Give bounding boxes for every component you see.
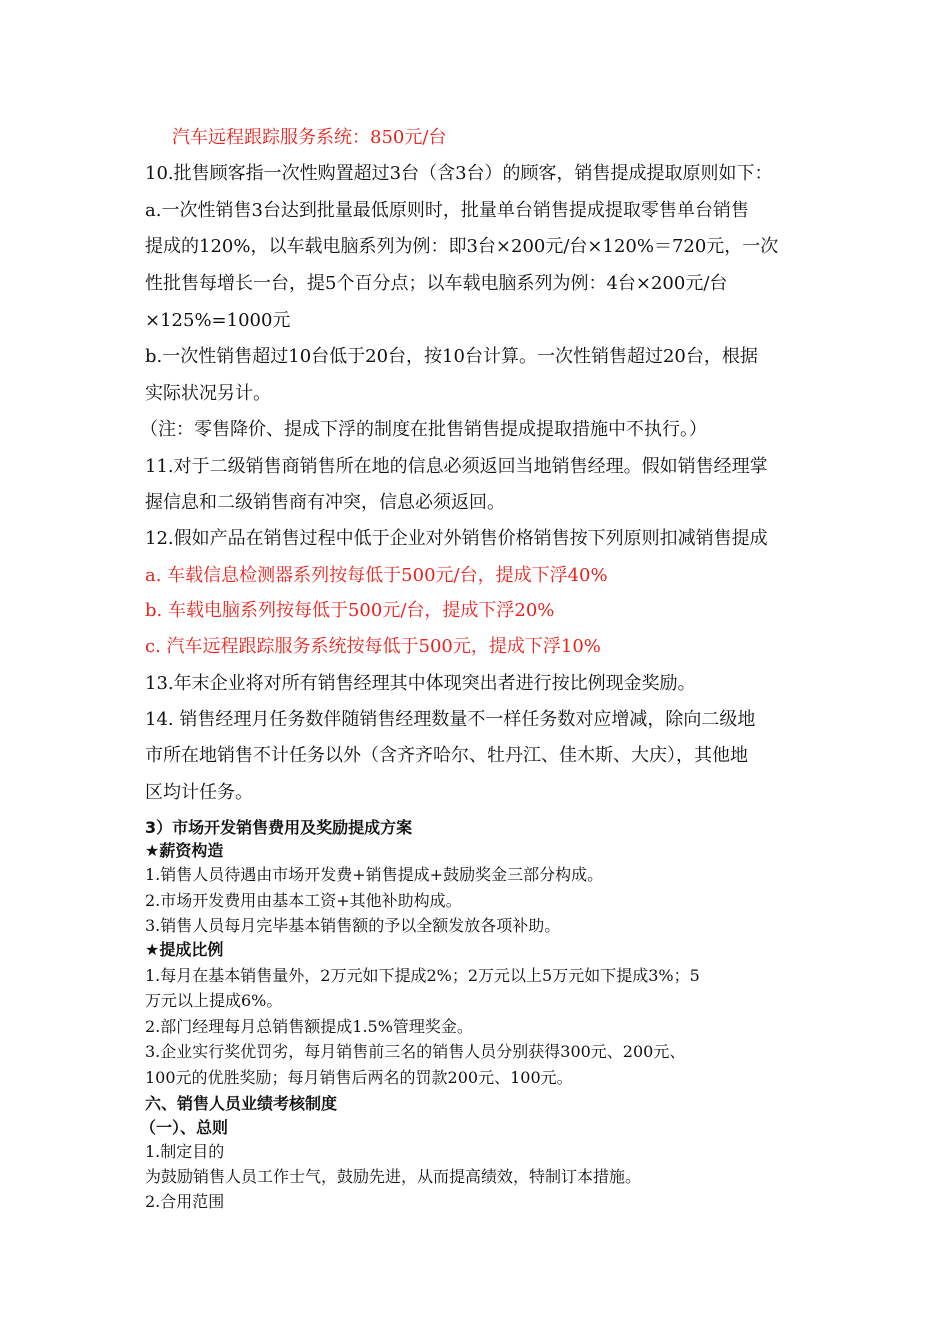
rule-12c-red: c. 汽车远程跟踪服务系统按每低于500元，提成下浮10% [145, 636, 601, 657]
commission-item-1-line-2: 万元以上提成6%。 [145, 991, 283, 1010]
purpose-text: 为鼓励销售人员工作士气，鼓励先进，从而提高绩效，特制订本措施。 [145, 1167, 642, 1186]
commission-item-2: 2.部门经理每月总销售额提成1.5%管理奖金。 [145, 1017, 473, 1036]
rule-10a-line-1: a.一次性销售3台达到批量最低原则时，批量单台销售提成提取零售单台销售 [145, 200, 749, 221]
rule-13-line: 13.年末企业将对所有销售经理其中体现突出者进行按比例现金奖励。 [145, 673, 696, 694]
salary-item-1: 1.销售人员待遇由市场开发费+销售提成+鼓励奖金三部分构成。 [145, 865, 604, 884]
commission-item-1-line-1: 1.每月在基本销售量外，2万元如下提成2%；2万元以上5万元如下提成3%；5 [145, 966, 700, 985]
rule-11-line-2: 握信息和二级销售商有冲突，信息必须返回。 [145, 492, 505, 513]
rule-14-line-3: 区均计任务。 [145, 782, 253, 803]
red-line-tracking-price: 汽车远程跟踪服务系统：850元/台 [172, 127, 447, 148]
rule-12b-red: b. 车载电脑系列按每低于500元/台，提成下浮20% [145, 600, 555, 621]
rule-10a-line-4: ×125%=1000元 [145, 310, 291, 331]
section-heading-3: 3）市场开发销售费用及奖励提成方案 [145, 818, 413, 837]
commission-item-3-line-2: 100元的优胜奖励；每月销售后两名的罚款200元、100元。 [145, 1068, 573, 1087]
rule-10b-line-2: 实际状况另计。 [145, 383, 271, 404]
salary-structure-heading: ★薪资构造 [145, 841, 224, 860]
rule-10a-line-3: 性批售每增长一台，提5个百分点；以车载电脑系列为例：4台×200元/台 [145, 273, 728, 294]
section-heading-6: 六、销售人员业绩考核制度 [145, 1094, 338, 1113]
rule-14-line-1: 14. 销售经理月任务数伴随销售经理数量不一样任务数对应增减，除向二级地 [145, 709, 756, 730]
rule-10-line-1: 10.批售顾客指一次性购置超过3台（含3台）的顾客，销售提成提取原则如下： [145, 163, 773, 184]
rule-12a-red: a. 车载信息检测器系列按每低于500元/台，提成下浮40% [145, 565, 608, 586]
general-rules-heading: （一）、总则 [140, 1118, 229, 1137]
salary-item-3: 3.销售人员每月完毕基本销售额的予以全额发放各项补助。 [145, 916, 561, 935]
rule-10b-line-1: b.一次性销售超过10台低于20台，按10台计算。一次性销售超过20台，根据 [145, 346, 758, 367]
rule-10a-line-2: 提成的120%，以车载电脑系列为例：即3台×200元/台×120%＝720元，一次 [145, 236, 779, 257]
purpose-heading: 1.制定目的 [145, 1142, 225, 1161]
scope-heading: 2.合用范围 [145, 1192, 225, 1211]
commission-ratio-heading: ★提成比例 [145, 940, 224, 959]
rule-11-line-1: 11.对于二级销售商销售所在地的信息必须返回当地销售经理。假如销售经理掌 [145, 456, 768, 477]
salary-item-2: 2.市场开发费用由基本工资+其他补助构成。 [145, 891, 462, 910]
rule-12-line-1: 12.假如产品在销售过程中低于企业对外销售价格销售按下列原则扣减销售提成 [145, 528, 768, 549]
commission-item-3-line-1: 3.企业实行奖优罚劣，每月销售前三名的销售人员分别获得300元、200元、 [145, 1042, 686, 1061]
note-line: （注：零售降价、提成下浮的制度在批售销售提成提取措施中不执行。） [140, 419, 707, 440]
rule-14-line-2: 市所在地销售不计任务以外（含齐齐哈尔、牡丹江、佳木斯、大庆），其他地 [145, 745, 748, 766]
